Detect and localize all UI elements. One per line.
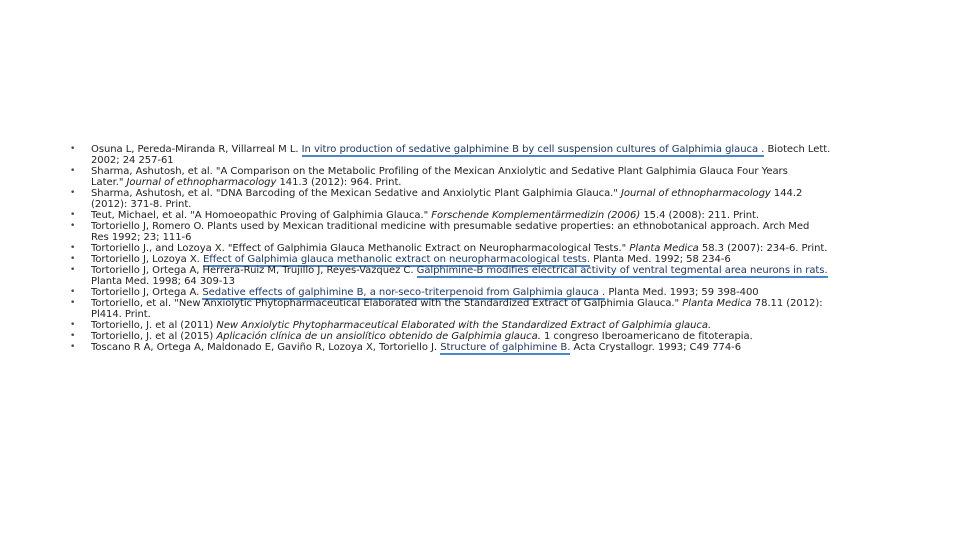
- reference-link[interactable]: Effect of Galphimia glauca methanolic extract on neuropharmacological tests.: [202, 254, 590, 265]
- reference-item: • Sharma, Ashutosh, et al. "A Comparison on the Metabolic Profiling of the Mexican Anxiolytic and Sedative Plant Galphimia Glauca Four Years Later." Journal of ethnopharmacology 141.3 (2012): 964. Print.: [70, 166, 890, 188]
- reference-item: • Tortoriello J, Ortega A, Herrera-Ruiz M, Trujillo J, Reyes-Vazquez C. Galphimine-B modifies electrical activity of ventral tegmental area neurons in rats. Planta Med. 1998; 64 309-13: [70, 265, 890, 287]
- reference-link[interactable]: Structure of galphimine B.: [440, 342, 571, 353]
- reference-link[interactable]: In vitro production of sedative galphimine B by cell suspension cultures of Galphimia glauca .: [301, 144, 765, 155]
- reference-list: [70, 144, 890, 353]
- reference-item: • Osuna L, Pereda-Miranda R, Villarreal M L. In vitro production of sedative galphimine B by cell suspension cultures of Galphimia glauca . Biotech Lett. 2002; 24 257-61: [70, 144, 890, 166]
- reference-item: • Sharma, Ashutosh, et al. "DNA Barcoding of the Mexican Sedative and Anxiolytic Plant Galphimia Glauca." Journal of ethnopharmacology 144.2 (2012): 371-8. Print.: [70, 188, 890, 210]
- reference-link[interactable]: Galphimine-B modifies electrical activity of ventral tegmental area neurons in rats.: [416, 265, 828, 276]
- reference-item: • Tortoriello, J. et al (2011) New Anxiolytic Phytopharmaceutical Elaborated with the Standardized Extract of Galphimia glauca.: [70, 320, 890, 331]
- reference-item: • Tortoriello J, Ortega A. Sedative effects of galphimine B, a nor-seco-triterpenoid from Galphimia glauca . Planta Med. 1993; 59 398-400: [70, 287, 890, 298]
- reference-item: • Teut, Michael, et al. "A Homoeopathic Proving of Galphimia Glauca." Forschende Komplementärmedizin (2006) 15.4 (2008): 211. Print.: [70, 210, 890, 221]
- reference-item: • Tortoriello J, Romero O. Plants used by Mexican traditional medicine with presumable sedative properties: an ethnobotanical approach. Arch Med Res 1992; 23; 111-6: [70, 221, 890, 243]
- reference-item: • Tortoriello J., and Lozoya X. "Effect of Galphimia Glauca Methanolic Extract on Neuropharmacological Tests." Planta Medica 58.3 (2007): 234-6. Print.: [70, 243, 890, 254]
- reference-item: • Tortoriello, J. et al (2015) Aplicación clínica de un ansiolítico obtenido de Galphimia glauca. 1 congreso Iberoamericano de fitoterapia.: [70, 331, 890, 342]
- reference-link[interactable]: Sedative effects of galphimine B, a nor-seco-triterpenoid from Galphimia glauca .: [202, 287, 606, 298]
- reference-item: • Tortoriello J, Lozoya X. Effect of Galphimia glauca methanolic extract on neuropharmacological tests. Planta Med. 1992; 58 234-6: [70, 254, 890, 265]
- reference-item: • Tortoriello, et al. "New Anxiolytic Phytopharmaceutical Elaborated with the Standardized Extract of Galphimia Glauca." Planta Medica 78.11 (2012): Pl414. Print.: [70, 298, 890, 320]
- reference-item: • Toscano R A, Ortega A, Maldonado E, Gaviño R, Lozoya X, Tortoriello J. Structure of galphimine B. Acta Crystallogr. 1993; C49 774-6: [70, 342, 890, 353]
